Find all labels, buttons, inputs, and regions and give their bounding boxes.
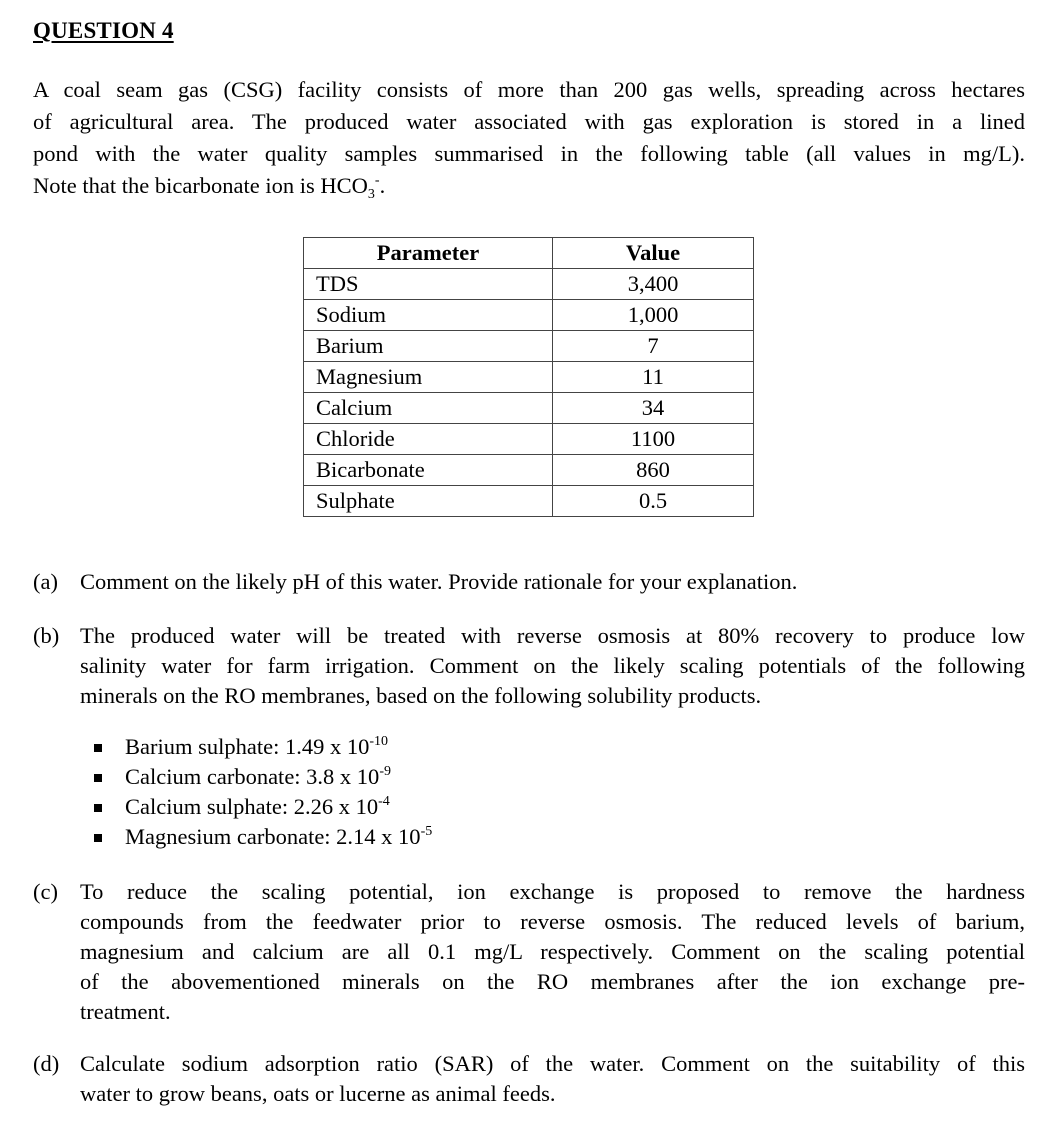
param-cell: Sulphate [304,486,553,517]
param-cell: Sodium [304,300,553,331]
param-cell: Calcium [304,393,553,424]
question-heading: QUESTION 4 [33,18,174,43]
water-quality-table [303,237,754,517]
question-c [33,877,1025,1027]
value-cell: 34 [553,393,754,424]
question-c-line-4: of the abovementioned minerals on the RO membranes after the ion exchange pre- [80,969,1025,994]
param-cell: Chloride [304,424,553,455]
question-a-label: (a) [33,569,58,594]
solubility-exponent: -9 [379,764,391,779]
bullet-square-icon [94,804,102,812]
intro-line-3: pond with the water quality samples summarised in the following table (all values in mg/L). [33,141,1025,166]
list-item [92,822,432,852]
bullet-square-icon [94,774,102,782]
question-c-text [80,877,1025,1027]
question-c-line-1: To reduce the scaling potential, ion exchange is proposed to remove the hardness [80,879,1025,904]
intro-line-4-text: Note that the bicarbonate ion is HCO [33,173,368,198]
param-cell: Magnesium [304,362,553,393]
param-cell: Barium [304,331,553,362]
value-cell: 860 [553,455,754,486]
table-row [304,393,754,424]
intro-line-4 [33,170,1025,202]
question-b-line-1: The produced water will be treated with reverse osmosis at 80% recovery to produce low [80,623,1025,648]
question-a [33,567,1025,597]
value-cell: 1,000 [553,300,754,331]
question-a-line-1: Comment on the likely pH of this water. Provide rationale for your explanation. [80,569,798,594]
question-d-line-1: Calculate sodium adsorption ratio (SAR) of the water. Comment on the suitability of this [80,1051,1025,1076]
table-row [304,424,754,455]
solubility-text: Barium sulphate: 1.49 x 10 [125,734,370,759]
table-row [304,300,754,331]
solubility-list [92,732,432,852]
param-cell: Bicarbonate [304,455,553,486]
intro-line-4-end: . [379,173,386,198]
table-header-row [304,238,754,269]
list-item [92,732,432,762]
question-b-label: (b) [33,623,60,648]
question-d-line-2: water to grow beans, oats or lucerne as animal feeds. [80,1081,556,1106]
value-cell: 1100 [553,424,754,455]
question-a-text [80,567,1025,597]
value-cell: 11 [553,362,754,393]
solubility-text: Calcium sulphate: 2.26 x 10 [125,794,379,819]
table-row [304,331,754,362]
question-c-label: (c) [33,879,58,904]
superscript-minus: - [374,173,380,188]
question-d-label: (d) [33,1051,60,1076]
solubility-text: Calcium carbonate: 3.8 x 10 [125,764,380,789]
header-parameter: Parameter [304,238,553,269]
solubility-exponent: -4 [378,794,390,809]
table-row [304,455,754,486]
bullet-square-icon [94,834,102,842]
value-cell: 0.5 [553,486,754,517]
question-b-text [80,621,1025,711]
question-b [33,621,1025,711]
solubility-text: Magnesium carbonate: 2.14 x 10 [125,824,421,849]
intro-line-2: of agricultural area. The produced water associated with gas exploration is stored in a lined [33,109,1025,134]
question-b-line-2: salinity water for farm irrigation. Comment on the likely scaling potentials of the following [80,653,1025,678]
value-cell: 3,400 [553,269,754,300]
list-item [92,762,432,792]
question-b-line-3: minerals on the RO membranes, based on the following solubility products. [80,683,762,708]
intro-paragraph [33,74,1025,202]
table-row [304,269,754,300]
question-c-line-5: treatment. [80,999,171,1024]
bullet-square-icon [94,744,102,752]
intro-line-1: A coal seam gas (CSG) facility consists of more than 200 gas wells, spreading across hectares [33,77,1025,102]
question-d [33,1049,1025,1109]
value-cell: 7 [553,331,754,362]
param-cell: TDS [304,269,553,300]
table-row [304,486,754,517]
question-c-line-3: magnesium and calcium are all 0.1 mg/L respectively. Comment on the scaling potential [80,939,1025,964]
question-d-text [80,1049,1025,1109]
list-item [92,792,432,822]
solubility-exponent: -10 [369,734,389,749]
question-c-line-2: compounds from the feedwater prior to reverse osmosis. The reduced levels of barium, [80,909,1025,934]
subscript-3: 3 [367,187,375,202]
solubility-exponent: -5 [420,824,433,839]
table-row [304,362,754,393]
header-value: Value [553,238,754,269]
